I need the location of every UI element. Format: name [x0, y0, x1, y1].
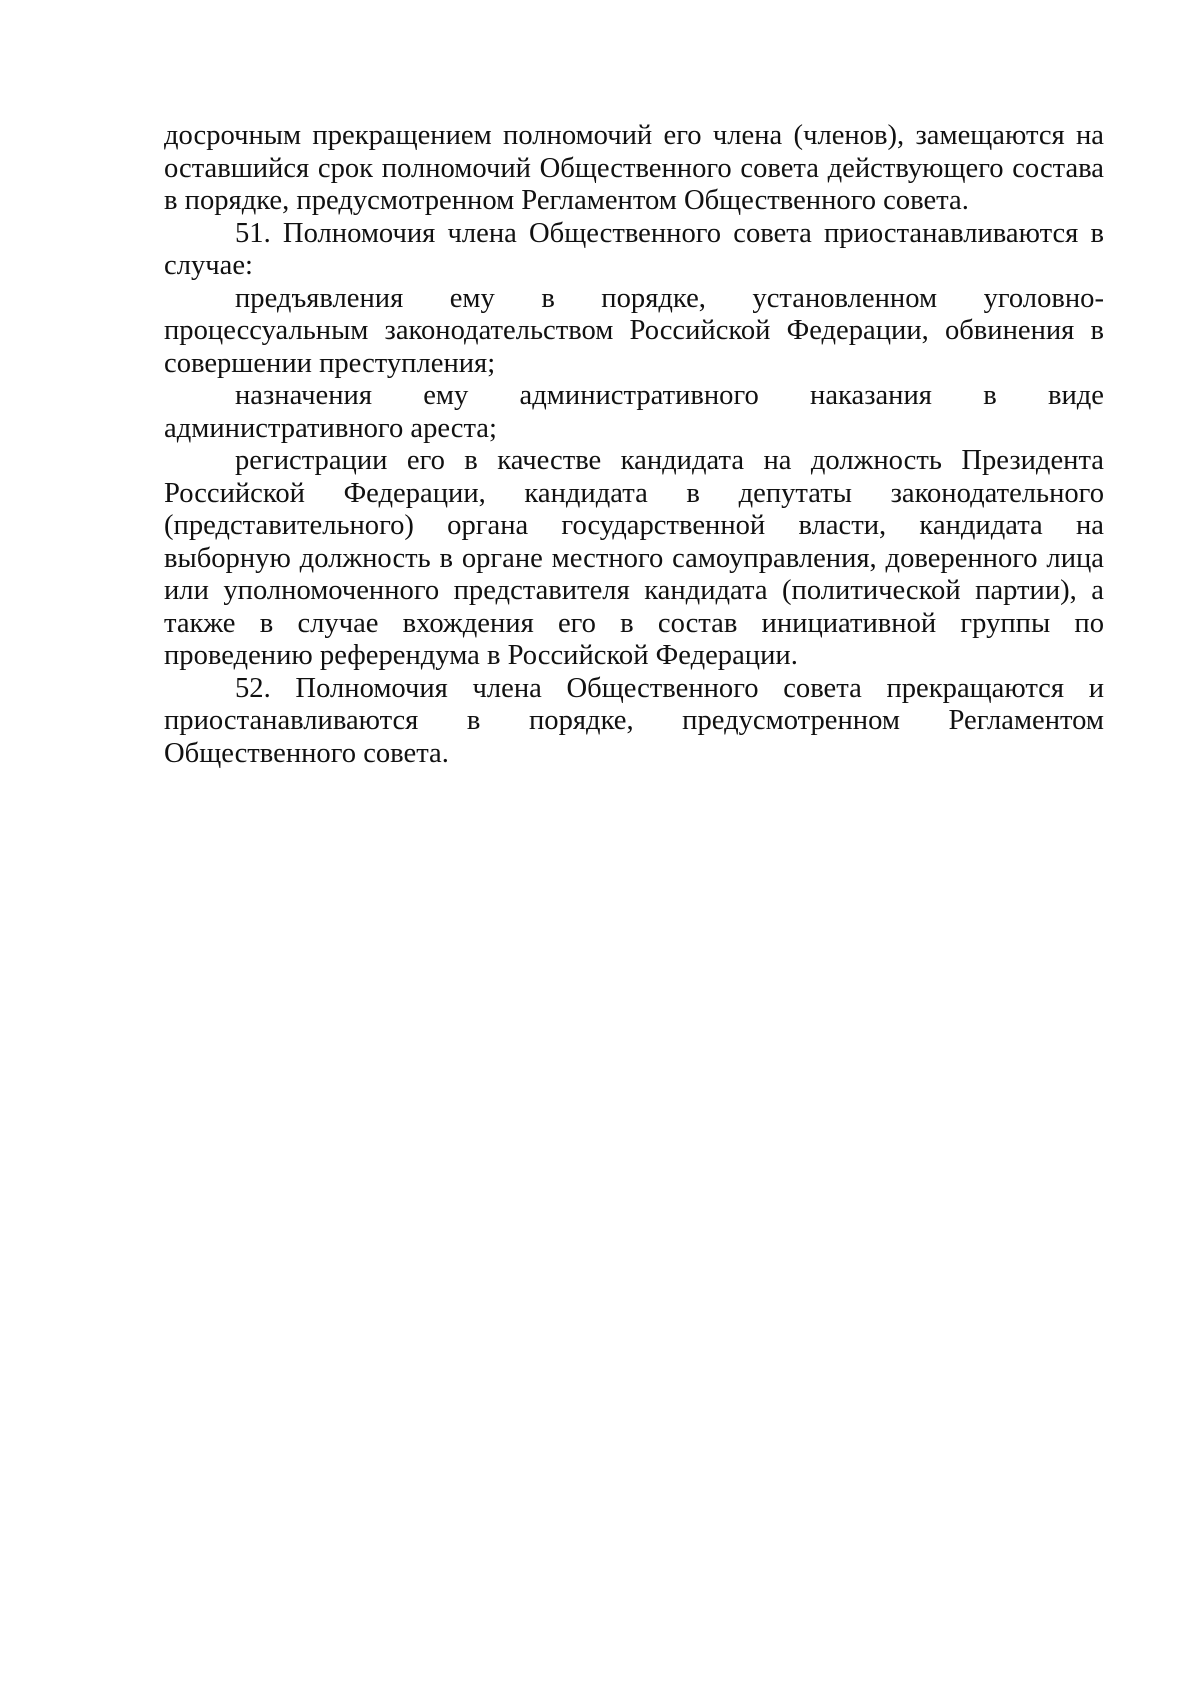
paragraph-clause-51: 51. Полномочия члена Общественного совета приостанавливаются в случае:: [164, 217, 1104, 281]
paragraph-clause-52: 52. Полномочия члена Общественного совета прекращаются и приостанавливаются в порядке, предусмотренном Регламентом Общественного совета.: [164, 672, 1104, 769]
paragraph-indictment: предъявления ему в порядке, установленном уголовно-процессуальным законодательством Российской Федерации, обвинения в совершении преступления;: [164, 282, 1104, 379]
paragraph-candidate-registration: регистрации его в качестве кандидата на должность Президента Российской Федерации, кандидата в депутаты законодательного (представительного) органа государственной власти, кандидата на выборную должность в органе местного самоуправления, доверенного лица или уполномоченного представителя кандидата (политической партии), а также в случае вхождения его в состав инициативной группы по проведению референдума в Российской Федерации.: [164, 445, 1104, 671]
document-page: [164, 120, 1104, 770]
paragraph-administrative-arrest: назначения ему административного наказания в виде административного ареста;: [164, 380, 1104, 444]
paragraph-continuation: досрочным прекращением полномочий его члена (членов), замещаются на оставшийся срок полномочий Общественного совета действующего состава в порядке, предусмотренном Регламентом Общественного совета.: [164, 120, 1104, 216]
